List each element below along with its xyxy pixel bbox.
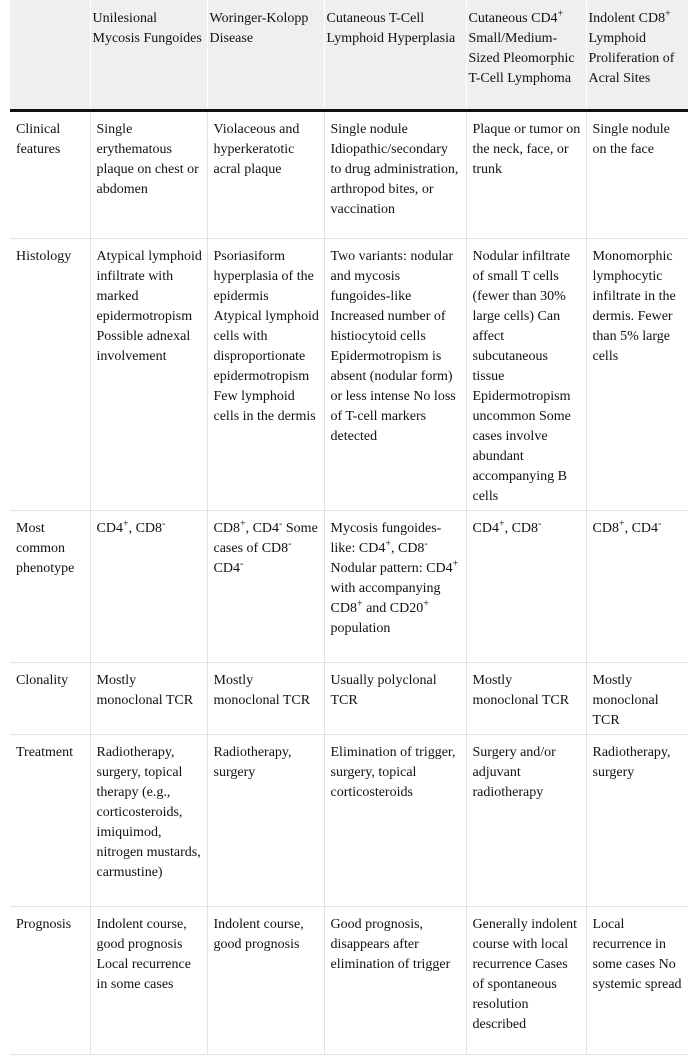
table-cell: Radiotherapy, surgery [207, 735, 324, 907]
table-cell: Local recurrence in some cases No systemic spread [586, 907, 688, 1055]
table-cell: Radiotherapy, surgery [586, 735, 688, 907]
header-woringer-kolopp: Woringer-Kolopp Disease [207, 0, 324, 111]
table-cell: Single erythematous plaque on chest or abdomen [90, 111, 207, 239]
row-label: Clinical features [10, 111, 90, 239]
table-cell: CD4+, CD8- [466, 511, 586, 663]
table-cell: CD4+, CD8- [90, 511, 207, 663]
table-cell: Single nodule Idiopathic/secondary to drug administration, arthropod bites, or vaccination [324, 111, 466, 239]
table-cell: CD8+, CD4- [586, 511, 688, 663]
table-row-histology [10, 239, 688, 511]
table-cell: Plaque or tumor on the neck, face, or trunk [466, 111, 586, 239]
header-cd4-pleomorphic: Cutaneous CD4+ Small/Medium-Sized Pleomorphic T-Cell Lymphoma [466, 0, 586, 111]
row-label: Clonality [10, 663, 90, 735]
table-cell: Indolent course, good prognosis Local recurrence in some cases [90, 907, 207, 1055]
table-row-clinical [10, 111, 688, 239]
table-cell: Good prognosis, disappears after elimination of trigger [324, 907, 466, 1055]
row-label: Prognosis [10, 907, 90, 1055]
header-row [10, 0, 688, 111]
table-cell: Mostly monoclonal TCR [207, 663, 324, 735]
table-row-clonality [10, 663, 688, 735]
table-cell: Monomorphic lymphocytic infiltrate in the dermis. Fewer than 5% large cells [586, 239, 688, 511]
table-cell: Mycosis fungoides-like: CD4+, CD8- Nodular pattern: CD4+ with accompanying CD8+ and CD20+ population [324, 511, 466, 663]
table-row-phenotype [10, 511, 688, 663]
table-cell: Radiotherapy, surgery, topical therapy (e.g., corticosteroids, imiquimod, nitrogen mustards, carmustine) [90, 735, 207, 907]
table-cell: Violaceous and hyperkeratotic acral plaque [207, 111, 324, 239]
table-cell: Two variants: nodular and mycosis fungoides-like Increased number of histiocytoid cells Epidermotropism is absent (nodular form) or less intense No loss of T-cell markers detected [324, 239, 466, 511]
table-cell: Usually polyclonal TCR [324, 663, 466, 735]
table-row-treatment [10, 735, 688, 907]
table-cell: Atypical lymphoid infiltrate with marked epidermotropism Possible adnexal involvement [90, 239, 207, 511]
header-cd8-acral: Indolent CD8+ Lymphoid Proliferation of Acral Sites [586, 0, 688, 111]
row-label: Treatment [10, 735, 90, 907]
table-row-prognosis [10, 907, 688, 1055]
table-cell: Mostly monoclonal TCR [466, 663, 586, 735]
table-cell: Psoriasiform hyperplasia of the epidermis Atypical lymphoid cells with disproportionate epidermotropism Few lymphoid cells in the dermis [207, 239, 324, 511]
table-cell: Mostly monoclonal TCR [586, 663, 688, 735]
lymphoma-comparison-table [10, 0, 688, 1055]
table-cell: Nodular infiltrate of small T cells (fewer than 30% large cells) Can affect subcutaneous tissue Epidermotropism uncommon Some cases involve abundant accompanying B cells [466, 239, 586, 511]
table-cell: Surgery and/or adjuvant radiotherapy [466, 735, 586, 907]
header-ctcl-hyperplasia: Cutaneous T-Cell Lymphoid Hyperplasia [324, 0, 466, 111]
header-empty-cell [10, 0, 90, 111]
table-cell: Elimination of trigger, surgery, topical corticosteroids [324, 735, 466, 907]
table-cell: CD8+, CD4- Some cases of CD8- CD4- [207, 511, 324, 663]
table-cell: Generally indolent course with local recurrence Cases of spontaneous resolution described [466, 907, 586, 1055]
row-label: Histology [10, 239, 90, 511]
row-label: Most common phenotype [10, 511, 90, 663]
header-unilesional-mf: Unilesional Mycosis Fungoides [90, 0, 207, 111]
table-cell: Mostly monoclonal TCR [90, 663, 207, 735]
table-cell: Indolent course, good prognosis [207, 907, 324, 1055]
table-cell: Single nodule on the face [586, 111, 688, 239]
